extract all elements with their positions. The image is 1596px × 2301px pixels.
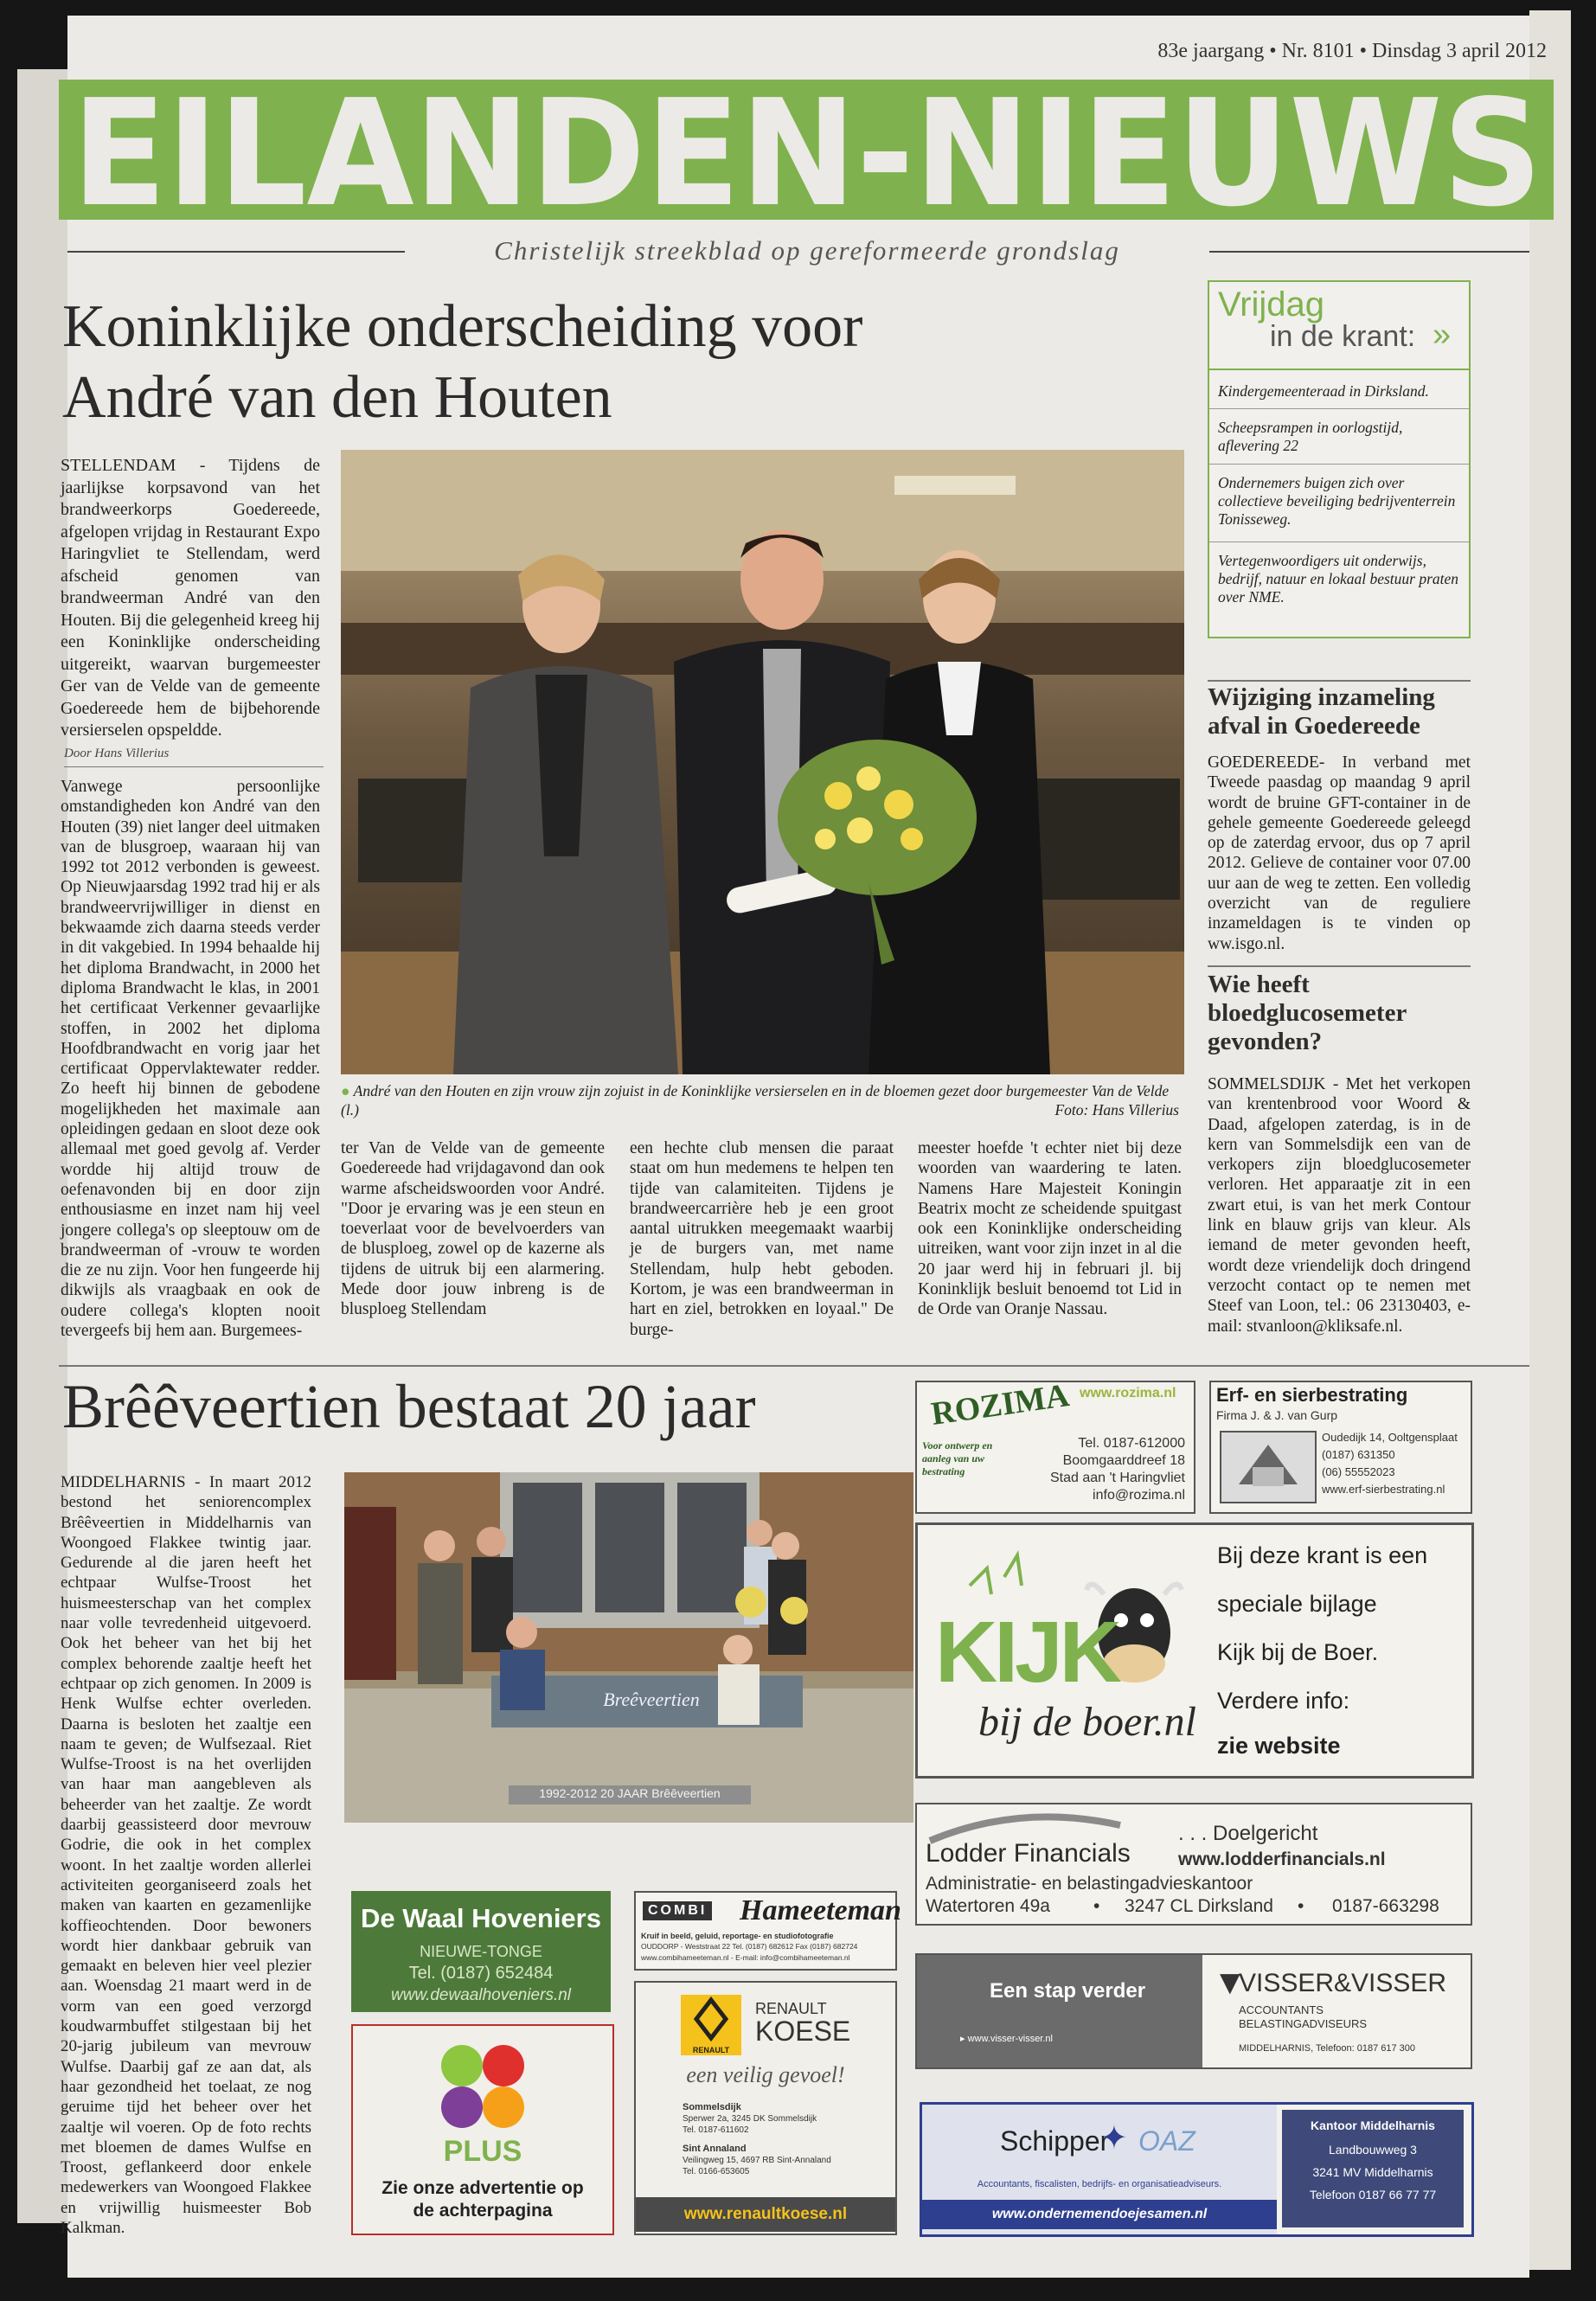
tagline-rule-left — [67, 251, 405, 253]
lead-col-3: een hechte club mensen die paraat staat om hun medemens te helpen ten tijde van calamiteiten. Tijdens je brandweercarrière heb je een groot aantal uitrukken meegemaakt waarbij je de burgers van, met name Stellendam, hulp hebt geboden. Kortom, je was een brandweerman in hart en ziel, betrokken en loyaal." De burge- — [630, 1139, 894, 1339]
lead-headline-line-1: Koninklijke onderscheiding voor — [62, 293, 863, 360]
rozima-name: ROZIMA — [928, 1377, 1072, 1433]
visser-check-icon: ▼ — [1213, 1964, 1247, 2002]
logo-text: EILANDEN-NIEUWS — [72, 68, 1542, 240]
friday-title: Vrijdag — [1218, 285, 1325, 324]
renault-brand: RENAULT — [755, 2000, 827, 2017]
schipper-office-1: Kantoor Middelharnis — [1311, 2118, 1435, 2132]
kijk-text-2: speciale bijlage — [1217, 1591, 1377, 1617]
lodder-line: Administratie- en belastingadvieskantoor — [926, 1874, 1253, 1894]
lodder-name: Lodder Financials — [926, 1839, 1131, 1868]
tagline: Christelijk streekblad op gereformeerde grondslag — [494, 235, 1120, 266]
ad-erf-sierbestrating[interactable] — [1209, 1381, 1472, 1514]
rozima-address-2: Stad aan 't Haringvliet — [1049, 1471, 1185, 1485]
erf-line-2: (0187) 631350 — [1322, 1448, 1395, 1461]
schipper-name: Schipper — [1000, 2125, 1110, 2157]
hameeteman-name: Hameeteman — [740, 1894, 901, 1926]
ad-hameeteman[interactable] — [634, 1891, 901, 1971]
erf-title: Erf- en sierbestrating — [1216, 1384, 1408, 1406]
side1-body: GOEDEREEDE- In verband met Tweede paasdag op maandag 9 april wordt de bruine GFT-container in de gehele gemeente Goedereede geleegd op de zaterdag ervoor, dus op 7 april 2012. Gelieve de container voor 07.00 uur aan de weg te zetten. Een volledig overzicht van de reguliere inzameldagen is te vinden op ww.isgo.nl. — [1208, 753, 1471, 953]
ad-plus[interactable] — [351, 2024, 614, 2235]
lead-col-1: Vanwege persoonlijke omstandigheden kon André van den Houten (39) niet langer deel uitmaken van de blusgroep, waaraan hij van 1992 tot 2012 verbonden is geweest. Op Nieuwjaarsdag 1992 trad hij er als brandweervrijwilliger in dienst en bekwaamde zich daarna steeds verder in dit vakgebied. In 1994 behaalde hij het diploma Brandwacht, in 2000 het diploma Brandwacht le klas, in 2001 het certificaat Verkenner gevaarlijke stoffen, in 2002 het diploma Hoofdbrandwacht en vorig jaar het certificaat Oppervlaktewater redder. Zo heeft hij binnen de gebodene mogelijkheden het maximale aan opleidingen gedaan en sloot deze ook allemaal met goed gevolg af. Verder wordde hij altijd trouw de oefenavonden bij en door zijn enthousiasme en inzet nam hij veel jongere collega's op sleeptouw om de brandweerman of -vrouw te worden die ze nu zijn. Voor hen fungeerde hij dikwijls als vraagbaak en ook de oudere collega's klopten nooit tevergeefs bij hem aan. Burgemees- — [61, 778, 320, 1341]
kijk-text-3: Kijk bij de Boer. — [1217, 1639, 1379, 1665]
rozima-tel: Tel. 0187-612000 — [1078, 1436, 1185, 1451]
visser-url: www.visser-visser.nl — [967, 2034, 1053, 2044]
hameeteman-line-1: Kruif in beeld, geluid, reportage- en studiofotografie — [641, 1932, 834, 1940]
rozima-url: www.rozima.nl — [1080, 1386, 1176, 1400]
erf-line-1: Oudedijk 14, Ooltgensplaat — [1322, 1431, 1458, 1444]
ad-de-waal-hoveniers[interactable] — [351, 1891, 611, 2012]
next-page-edge — [1529, 10, 1571, 2270]
plus-text-2: de achterpagina — [413, 2201, 553, 2221]
schipper-tag: Accountants, fiscalisten, bedrijfs- en organisatieadviseurs. — [977, 2179, 1222, 2189]
renault-slogan: een veilig gevoel! — [686, 2062, 845, 2087]
lead-photo — [341, 450, 1184, 1074]
ad-rozima[interactable] — [915, 1377, 1195, 1514]
plus-logo-icon — [439, 2043, 526, 2130]
lodder-tag: . . . Doelgericht — [1178, 1822, 1318, 1845]
friday-item-4: Vertegenwoordigers uit onderwijs, bedrijf, natuur en lokaal bestuur praten over NME. — [1218, 552, 1459, 606]
kijk-script: bij de boer.nl — [978, 1699, 1196, 1745]
friday-subtitle: in de krant: — [1270, 320, 1416, 353]
lodder-address: Watertoren 49a — [926, 1896, 1050, 1916]
masthead-logo — [59, 68, 1555, 240]
visser-slogan: Een stap verder — [990, 1979, 1146, 2003]
side2-title: Wie heeft bloedglucosemeter gevonden? — [1208, 971, 1407, 1055]
friday-item-1: Kindergemeenteraad in Dirksland. — [1218, 382, 1429, 400]
caption-text: André van den Houten en zijn vrouw zijn zojuist in de Koninklijke versierselen en in de bloemen gezet door burgemeester Van de Velde (l.) — [341, 1082, 1170, 1118]
schipper-oaz: OAZ — [1138, 2125, 1195, 2157]
waal-url: www.dewaalhoveniers.nl — [390, 1986, 572, 2004]
renault-branch-2: Sint Annaland — [683, 2144, 747, 2154]
renault-branch-2-tel: Tel. 0166-653605 — [683, 2167, 750, 2176]
second-headline: Brêêveertien bestaat 20 jaar — [62, 1372, 756, 1441]
lodder-town: 3247 CL Dirksland — [1125, 1896, 1273, 1916]
rozima-address-1: Boomgaarddreef 18 — [1062, 1453, 1185, 1468]
hameeteman-brand: COMBI — [643, 1901, 712, 1920]
rozima-slogan: Voor ontwerp en aanleg van uw bestrating — [922, 1439, 993, 1477]
kijk-text-1: Bij deze krant is een — [1217, 1542, 1428, 1568]
lead-intro: STELLENDAM - Tijdens de jaarlijkse korpsavond van het brandweerkorps Goedereede, afgelopen vrijdag in Restaurant Expo Haringvliet te Stellendam, werd afscheid genomen van brandweerman André van den Houten. Bij die gelegenheid kreeg hij een Koninklijke onderscheiding uitgereikt, waarvan burgemeester Ger van de Velde van de gemeente Goedereede hem de bijbehorende versierselen opspeldde. — [61, 456, 320, 740]
schipper-office-2: Landbouwweg 3 — [1329, 2143, 1417, 2157]
lead-byline: Door Hans Villerius — [64, 747, 170, 760]
visser-sub-2: BELASTINGADVISEURS — [1239, 2017, 1368, 2030]
byline-rule — [64, 766, 324, 767]
lead-photo-credit: Foto: Hans Villerius — [1054, 1101, 1179, 1118]
schipper-office-4: Telefoon 0187 66 77 77 — [1309, 2188, 1437, 2202]
visser-sub-3: MIDDELHARNIS, Telefoon: 0187 617 300 — [1239, 2043, 1416, 2054]
lodder-tel: 0187-663298 — [1332, 1896, 1439, 1916]
erf-line-3: (06) 55552023 — [1322, 1465, 1395, 1478]
renault-badge-icon: RENAULT — [681, 1995, 741, 2055]
visser-name: VISSER&VISSER — [1239, 1969, 1447, 1997]
visser-arrow-icon: ▸ — [960, 2034, 968, 2044]
renault-url: www.renaultkoese.nl — [636, 2197, 895, 2232]
plus-name: PLUS — [443, 2135, 522, 2168]
issue-meta: 83e jaargang • Nr. 8101 • Dinsdag 3 april 2012 — [1157, 40, 1547, 62]
erf-line-4: www.erf-sierbestrating.nl — [1322, 1483, 1445, 1496]
renault-branch-1-address: Sperwer 2a, 3245 DK Sommelsdijk — [683, 2114, 817, 2124]
waal-name: De Waal Hoveniers — [361, 1903, 601, 1933]
friday-item-2: Scheepsrampen in oorlogstijd, aflevering 22 — [1218, 419, 1403, 454]
friday-item-3: Ondernemers buigen zich over collectieve beveiliging bedrijventerrein Tonisseweg. — [1218, 474, 1456, 528]
renault-branch-1: Sommelsdijk — [683, 2102, 741, 2112]
waal-tel: Tel. (0187) 652484 — [408, 1964, 554, 1983]
visser-sub-1: ACCOUNTANTS — [1239, 2003, 1324, 2016]
friday-arrows-icon: » — [1433, 317, 1452, 353]
kijk-big: KIJK — [935, 1604, 1118, 1701]
schipper-url: www.ondernemendoejesamen.nl — [922, 2200, 1277, 2229]
photo-banner: 1992-2012 20 JAAR Brêêveertien — [539, 1786, 721, 1800]
renault-branch-1-tel: Tel. 0187-611602 — [683, 2125, 749, 2135]
rozima-mail: info@rozima.nl — [1093, 1488, 1185, 1503]
hameeteman-line-2: OUDDORP - Weststraat 22 Tel. (0187) 682612 Fax (0187) 682724 — [641, 1942, 858, 1951]
renault-name: KOESE — [755, 2016, 851, 2047]
erf-logo-icon — [1220, 1431, 1317, 1503]
erf-sub: Firma J. & J. van Gurp — [1216, 1408, 1338, 1422]
waal-town: NIEUWE-TONGE — [420, 1943, 542, 1960]
lead-headline-line-2: André van den Houten — [62, 364, 612, 431]
renault-branch-2-address: Veilingweg 15, 4697 RB Sint-Annaland — [683, 2156, 831, 2165]
kijk-text-5: zie website — [1217, 1733, 1341, 1759]
ad-kijk-bij-de-boer[interactable] — [915, 1522, 1474, 1779]
tagline-rule-right — [1209, 251, 1529, 253]
side2-body: SOMMELSDIJK - Met het verkopen van krentenbrood voor Woord & Daad, afgelopen zaterdag, is in de kern van Sommelsdijk een van de verkopers zijn bloedglucosemeter verloren. Het apparaatje zit in een zwart etui, is van het merk Contour link en blauw grijs van kleur. Als iemand de meter gevonden heeft, wordt deze vriendelijk doch dringend verzocht contact op te nemen met Steef van Loon, tel.: 06 23130403, e-mail: stvanloon@kliksafe.nl. — [1208, 1075, 1471, 1336]
schipper-person-icon: ✦ — [1100, 2120, 1128, 2157]
photo-sign: Breêveertien — [603, 1689, 700, 1710]
lodder-url: www.lodderfinancials.nl — [1178, 1849, 1386, 1869]
newspaper-page — [61, 16, 1547, 2278]
kijk-text-4: Verdere info: — [1217, 1688, 1350, 1714]
ad-renault-koese[interactable] — [634, 1981, 897, 2235]
plus-text-1: Zie onze advertentie op — [381, 2178, 584, 2198]
second-body: MIDDELHARNIS - In maart 2012 bestond het seniorencomplex Brêêveertien in Middelharnis van Woongoed Flakkee twintig jaar. Gedurende al die jaren heeft het echtpaar Wulfse-Troost het huismeesterschap van het complex naar volle tevredenheid uitgevoerd. Ook het beheer van het bij het complex behorende zaaltje heeft het echtpaar op zich genomen. In 2009 is Henk Wulfse echter overleden. Daarna is besloten het zaaltje een naam te geven; de Wulfsezaal. Riet Wulfse-Troost is na het overlijden van haar man aangebleven als beheerder van het zaaltje. Ze wordt daarbij geassisteerd door mevrouw Godrie, die ook in het complex woont. In het zaaltje worden allerlei activiteiten georganiseerd zoals het maken van kaarten en gezamenlijke koffieochtenden. Door bewoners wordt hier dankbaar gebruik van gemaakt en beleven hier veel plezier aan. Woensdag 21 maart werd in de vorm van een goed verzorgd koudwarmbuffet stilgestaan bij het 20-jarig jubileum van mevrouw Wulfse. Daarbij gaf ze aan dat, als haar gezondheid het toelaat, ze nog geruime tijd het beheer over het zaaltje wil voeren. Op de foto rechts met bloemen de dames Wulfse en Troost, geflankeerd door enkele medewerkers van Woongoed Flakkee en vrijwillig huismeester Bob Kalkman. — [61, 1473, 311, 2237]
ad-lodder-financials[interactable]: Lodder Financials . . . Doelgericht www.lodderfinancials.nl Administratie- en belastingadvieskantoor Watertoren 49a • 3247 CL Dirksland • 0187-663298 — [915, 1803, 1472, 1926]
schipper-office-3: 3241 MV Middelharnis — [1312, 2165, 1433, 2179]
ad-visser-visser[interactable] — [915, 1953, 1472, 2069]
caption-bullet-icon: ● — [341, 1082, 350, 1099]
friday-box — [1208, 280, 1471, 638]
ad-schipper-oaz[interactable] — [920, 2102, 1474, 2237]
second-photo — [344, 1472, 913, 1823]
lead-col-2: ter Van de Velde van de gemeente Goedereede had vrijdagavond dan ook warme afscheidswoorden voor André. "Door je ervaring was je een steun en toeverlaat voor de bevelvoerders van de blusploeg, zowel op de kazerne als tijdens de uitruk bij een alarmering. Mede door jouw inbreng is de blusploeg Stellendam — [341, 1139, 605, 1319]
lead-col-4: meester hoefde 't echter niet bij deze woorden van waardering te laten. Namens Hare Majesteit Koningin Beatrix mocht ze scheidende spuitgast ook een Koninklijke onderscheiding uitreiken, want voor zijn inzet in al die 20 jaar werd hij in februari jl. bij Koninklijk besluit benoemd tot Lid in de Orde van Oranje Nassau. — [918, 1139, 1182, 1319]
section-divider — [59, 1365, 1529, 1367]
side1-title: Wijziging inzameling afval in Goedereede — [1208, 683, 1435, 740]
hameeteman-line-3: www.combihameeteman.nl - E-mail: info@combihameeteman.nl — [641, 1953, 850, 1962]
